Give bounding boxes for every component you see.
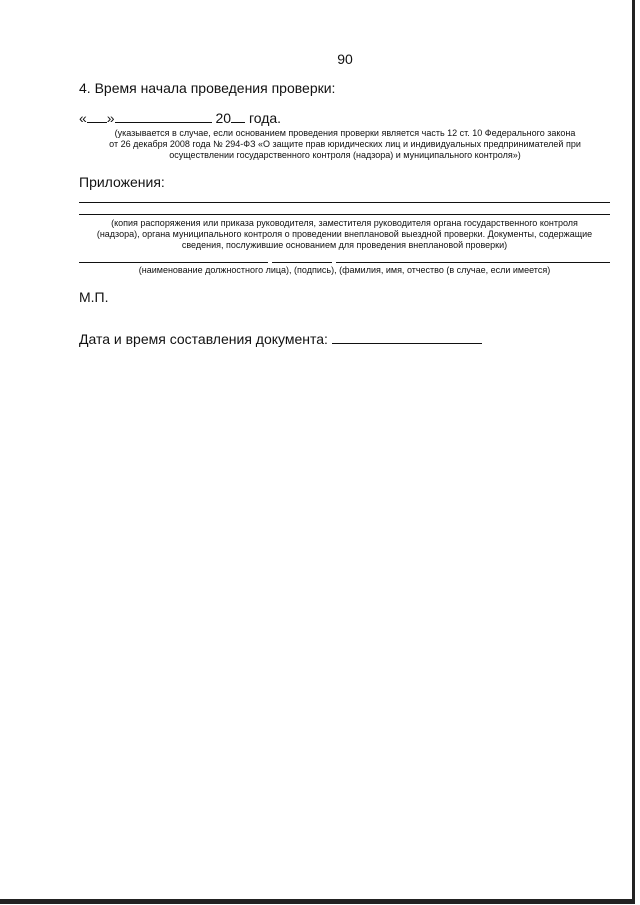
year-prefix: 20 xyxy=(215,110,232,126)
document-datetime-label: Дата и время составления документа: xyxy=(79,331,328,347)
document-datetime-blank xyxy=(332,331,482,344)
section-heading: 4. Время начала проведения проверки: xyxy=(79,80,336,96)
full-name-line xyxy=(336,262,610,263)
official-name-line xyxy=(79,262,268,263)
open-quote: « xyxy=(79,110,87,126)
appendix-caption-line: (копия распоряжения или приказа руководителя, заместителя руководителя органа государственного контроля xyxy=(111,218,578,228)
document-datetime-row xyxy=(79,331,482,347)
note-line: от 26 декабря 2008 года № 294-ФЗ «О защите прав юридических лиц и индивидуальных предпринимателей при xyxy=(109,139,581,149)
appendix-caption xyxy=(79,218,610,251)
year-suffix: года. xyxy=(245,110,282,126)
appendix-fill-line xyxy=(79,202,610,203)
stamp-label: М.П. xyxy=(79,289,109,305)
signature-caption: (наименование должностного лица), (подпись), (фамилия, имя, отчество (в случае, если имеется) xyxy=(138,265,551,275)
note-block xyxy=(85,128,605,161)
signature-line xyxy=(272,262,332,263)
note-line: (указывается в случае, если основанием проведения проверки является часть 12 ст. 10 Федерального закона xyxy=(114,128,576,138)
appendix-label: Приложения: xyxy=(79,174,165,190)
date-line xyxy=(79,110,281,126)
appendix-fill-line xyxy=(79,214,610,215)
appendix-caption-line: (надзора), органа муниципального контроля о проведении внеплановой выездной проверки. Документы, содержащие xyxy=(96,229,593,239)
appendix-caption-line: сведения, послужившие основанием для проведения внеплановой проверки) xyxy=(181,240,508,250)
note-line: осуществлении государственного контроля (надзора) и муниципального контроля») xyxy=(169,150,521,160)
year-blank xyxy=(231,110,245,123)
close-quote: » xyxy=(106,110,115,126)
day-blank xyxy=(87,110,107,123)
month-blank xyxy=(115,110,212,123)
page-number: 90 xyxy=(337,51,353,67)
